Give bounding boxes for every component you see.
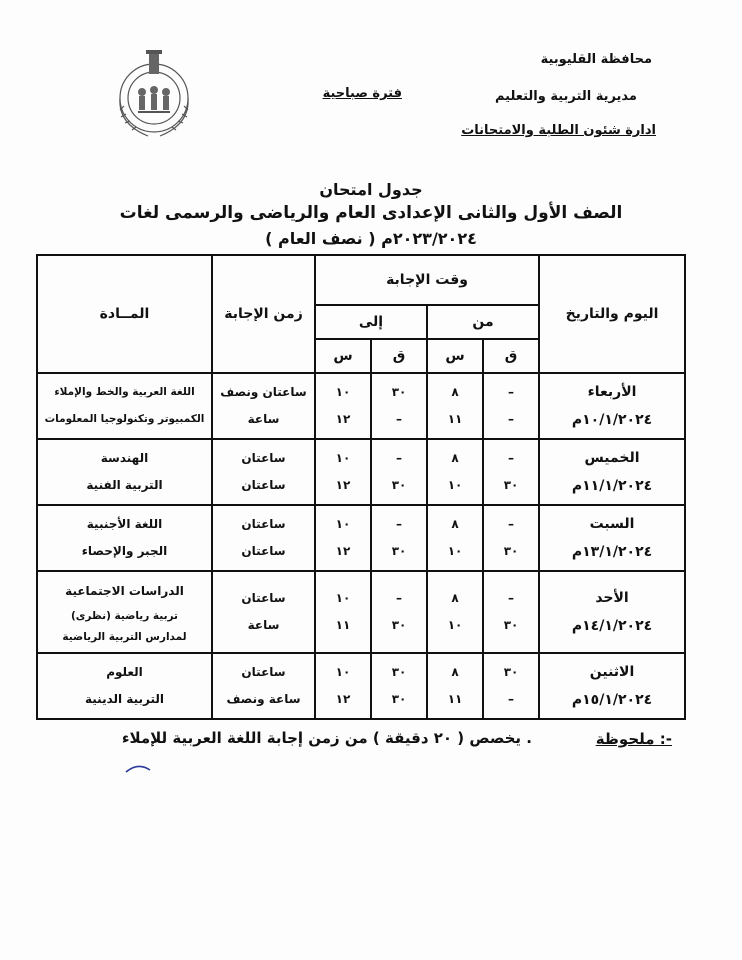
duration-value: ساعتان <box>241 517 286 531</box>
from-hour-value: ١٠ <box>447 544 463 558</box>
exam-date: ١٤/١/٢٠٢٤م <box>571 618 653 634</box>
duration-value: ساعتان <box>241 451 286 465</box>
subject-extra-value: لمدارس التربية الرياضية <box>62 630 187 643</box>
subject-value: التربية الدينية <box>85 692 164 706</box>
to-minute-value: – <box>396 412 403 426</box>
pen-mark-icon <box>124 762 154 776</box>
header-day-date: اليوم والتاريخ <box>539 255 685 373</box>
to-hour-value: ١٠ <box>335 591 351 605</box>
duration-cell <box>212 439 315 505</box>
from-hour-cell <box>427 653 483 719</box>
exam-date: ١٣/١/٢٠٢٤م <box>571 544 653 560</box>
to-minute-cell <box>371 373 427 439</box>
header-subject: المــادة <box>37 255 212 373</box>
table-row <box>37 373 685 439</box>
exam-day: السبت <box>589 516 635 532</box>
from-minute-value: – <box>508 385 515 399</box>
table-row <box>37 571 685 653</box>
duration-value: ساعة ونصف <box>226 692 301 706</box>
from-hour-value: ١١ <box>447 412 463 426</box>
header-duration: زمن الإجابة <box>212 255 315 373</box>
to-hour-value: ١٢ <box>335 412 351 426</box>
subject-value: الكمبيوتر وتكنولوجيا المعلومات <box>44 413 205 425</box>
day-date-cell <box>539 505 685 571</box>
from-hour-value: ٨ <box>451 665 459 679</box>
from-minute-cell <box>483 439 539 505</box>
table-row <box>37 439 685 505</box>
to-hour-value: ١٠ <box>335 665 351 679</box>
header-to-hour: س <box>315 339 371 373</box>
schedule-subtitle: الصف الأول والثانى الإعدادى العام والرياضى والرسمى لغات <box>119 203 623 223</box>
to-minute-value: – <box>396 517 403 531</box>
subject-cell <box>37 439 212 505</box>
header-from-minute: ق <box>483 339 539 373</box>
from-hour-cell <box>427 439 483 505</box>
subject-cell <box>37 373 212 439</box>
duration-cell <box>212 373 315 439</box>
duration-value: ساعتان <box>241 665 286 679</box>
duration-value: ساعتان <box>241 591 286 605</box>
to-minute-value: – <box>396 591 403 605</box>
subject-value: اللغة الأجنبية <box>86 517 163 531</box>
to-minute-value: ٣٠ <box>391 544 407 558</box>
to-minute-value: – <box>396 451 403 465</box>
duration-value: ساعتان <box>241 544 286 558</box>
to-minute-value: ٣٠ <box>391 692 407 706</box>
to-minute-cell <box>371 439 427 505</box>
from-hour-cell <box>427 373 483 439</box>
from-hour-value: ٨ <box>451 591 459 605</box>
duration-value: ساعتان <box>241 478 286 492</box>
to-hour-value: ١٢ <box>335 544 351 558</box>
duration-value: ساعة <box>247 412 280 426</box>
to-hour-value: ١٠ <box>335 451 351 465</box>
day-date-cell <box>539 571 685 653</box>
exam-day: الأحد <box>595 590 629 606</box>
subject-value: اللغة العربية والخط والإملاء <box>54 386 195 398</box>
from-hour-value: ٨ <box>451 517 459 531</box>
from-hour-value: ١٠ <box>447 478 463 492</box>
from-minute-value: ٣٠ <box>503 478 519 492</box>
from-minute-value: – <box>508 517 515 531</box>
header-from: من <box>427 305 539 339</box>
from-minute-value: ٣٠ <box>503 544 519 558</box>
table-row <box>37 505 685 571</box>
day-date-cell <box>539 373 685 439</box>
from-minute-value: ٣٠ <box>503 618 519 632</box>
header-to: إلى <box>315 305 427 339</box>
from-hour-cell <box>427 571 483 653</box>
exam-date: ١١/١/٢٠٢٤م <box>571 478 653 494</box>
exam-date: ١٥/١/٢٠٢٤م <box>571 692 653 708</box>
day-date-cell <box>539 439 685 505</box>
exam-day: الاثنين <box>589 664 635 680</box>
to-hour-value: ١٢ <box>335 478 351 492</box>
exam-schedule-table <box>36 254 686 720</box>
note-label: ملحوظة :- <box>595 730 672 748</box>
schedule-term: ( نصف العام ) ٢٠٢٣/٢٠٢٤م <box>265 229 477 248</box>
note-text: يخصص ( ٢٠ دقيقة ) من زمن إجابة اللغة العربية للإملاء . <box>121 729 532 747</box>
exam-date: ١٠/١/٢٠٢٤م <box>571 412 653 428</box>
duration-value: ساعة <box>247 618 280 632</box>
governorate-label: محافظة القليوبية <box>540 52 652 67</box>
from-minute-value: – <box>508 591 515 605</box>
to-hour-cell <box>315 505 371 571</box>
from-minute-value: – <box>508 412 515 426</box>
to-hour-cell <box>315 571 371 653</box>
subject-cell <box>37 653 212 719</box>
to-minute-value: ٣٠ <box>391 618 407 632</box>
to-hour-value: ١٢ <box>335 692 351 706</box>
subject-cell <box>37 505 212 571</box>
to-minute-value: ٣٠ <box>391 385 407 399</box>
from-minute-cell <box>483 653 539 719</box>
to-minute-value: ٣٠ <box>391 478 407 492</box>
subject-value: الهندسة <box>100 451 149 465</box>
from-hour-value: ٨ <box>451 385 459 399</box>
schedule-title: جدول امتحان <box>319 180 423 199</box>
to-minute-value: ٣٠ <box>391 665 407 679</box>
to-minute-cell <box>371 653 427 719</box>
from-hour-value: ١١ <box>447 692 463 706</box>
table-row <box>37 653 685 719</box>
shift-label: فترة صباحية <box>322 86 402 101</box>
duration-cell <box>212 505 315 571</box>
day-date-cell <box>539 653 685 719</box>
header-answer-time: وقت الإجابة <box>315 255 539 305</box>
from-hour-value: ٨ <box>451 451 459 465</box>
duration-cell <box>212 653 315 719</box>
from-hour-value: ١٠ <box>447 618 463 632</box>
subject-value: الدراسات الاجتماعية <box>65 583 184 598</box>
from-hour-cell <box>427 505 483 571</box>
to-hour-value: ١١ <box>335 618 351 632</box>
from-minute-value: – <box>508 451 515 465</box>
subject-value: العلوم <box>106 665 143 679</box>
subject-value: تربية رياضية (نظرى) <box>70 609 179 622</box>
subject-value: التربية الفنية <box>86 478 163 492</box>
duration-cell <box>212 571 315 653</box>
exam-day: الأربعاء <box>587 384 637 400</box>
from-minute-cell <box>483 505 539 571</box>
header-from-hour: س <box>427 339 483 373</box>
directorate-label: مديرية التربية والتعليم <box>494 89 637 104</box>
from-minute-value: ٣٠ <box>503 665 519 679</box>
subject-cell <box>37 571 212 653</box>
from-minute-value: – <box>508 692 515 706</box>
to-hour-cell <box>315 653 371 719</box>
to-hour-value: ١٠ <box>335 385 351 399</box>
to-hour-cell <box>315 373 371 439</box>
to-hour-cell <box>315 439 371 505</box>
header-to-minute: ق <box>371 339 427 373</box>
duration-value: ساعتان ونصف <box>220 385 307 399</box>
to-minute-cell <box>371 571 427 653</box>
to-hour-value: ١٠ <box>335 517 351 531</box>
department-label: ادارة شئون الطلبة والامتحانات <box>461 123 656 138</box>
subject-value: الجبر والإحصاء <box>81 544 168 558</box>
directorate-seal-icon <box>108 46 200 142</box>
exam-day: الخميس <box>584 450 640 466</box>
from-minute-cell <box>483 373 539 439</box>
to-minute-cell <box>371 505 427 571</box>
from-minute-cell <box>483 571 539 653</box>
